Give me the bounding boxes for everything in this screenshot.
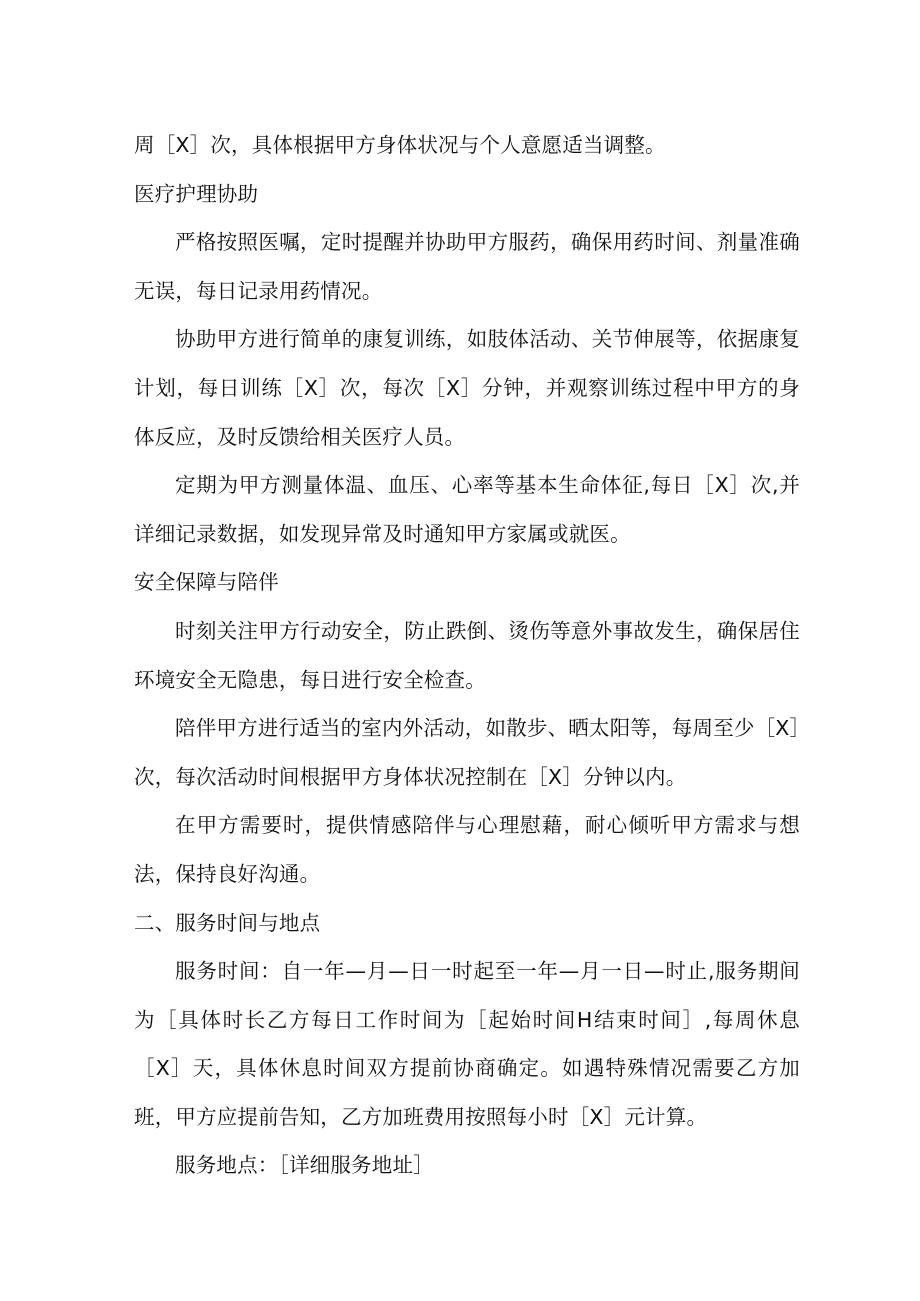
section-heading-safety: 安全保障与陪伴 bbox=[134, 570, 279, 595]
paragraph-service-time: 服务时间：自一年—月—日一时起至一年—月一日—时止,服务期间为［具体时长乙方每日工作时间为［起始时间H结束时间］,每周休息［X］天，具体休息时间双方提前协商确定。如遇特殊情况需要乙方加班，甲方应提前告知，乙方加班费用按照每小时［X］元计算。 bbox=[134, 959, 800, 1129]
paragraph-emotional-support: 在甲方需要时，提供情感陪伴与心理慰藉，耐心倾听甲方需求与想法，保持良好沟通。 bbox=[134, 813, 800, 886]
section-heading-time-place: 二、服务时间与地点 bbox=[134, 910, 321, 935]
paragraph-rehabilitation: 协助甲方进行简单的康复训练，如肢体活动、关节伸展等，依据康复计划，每日训练［X］次，每次［X］分钟，并观察训练过程中甲方的身体反应，及时反馈给相关医疗人员。 bbox=[134, 327, 800, 449]
paragraph-continuation: 周［X］次，具体根据甲方身体状况与个人意愿适当调整。 bbox=[134, 133, 666, 157]
section-heading-medical-care: 医疗护理协助 bbox=[134, 181, 259, 206]
paragraph-vital-signs: 定期为甲方测量体温、血压、心率等基本生命体征,每日［X］次,并详细记录数据，如发现异常及时通知甲方家属或就医。 bbox=[134, 473, 800, 546]
document-body bbox=[134, 121, 800, 1190]
paragraph-safety-check: 时刻关注甲方行动安全，防止跌倒、烫伤等意外事故发生，确保居住环境安全无隐患，每日进行安全检查。 bbox=[134, 618, 800, 692]
paragraph-service-location: 服务地点：［详细服务地址］ bbox=[175, 1153, 434, 1178]
paragraph-medication: 严格按照医嘱，定时提醒并协助甲方服药，确保用药时间、剂量准确无误，每日记录用药情况。 bbox=[134, 230, 800, 303]
paragraph-outdoor-activity: 陪伴甲方进行适当的室内外活动，如散步、晒太阳等，每周至少［X］次，每次活动时间根据甲方身体状况控制在［X］分钟以内。 bbox=[134, 716, 800, 789]
